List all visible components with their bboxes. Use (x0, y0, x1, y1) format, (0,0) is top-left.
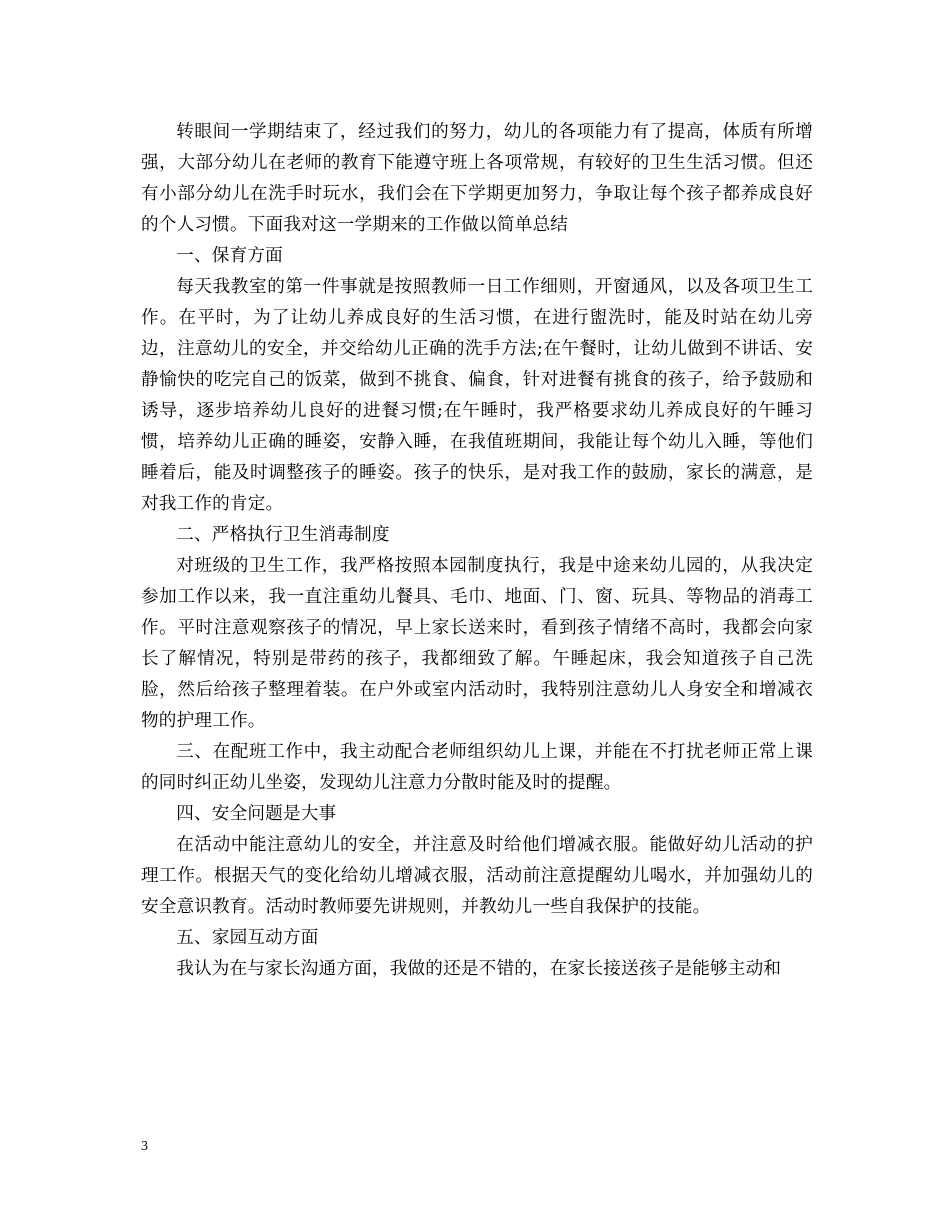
safety-paragraph: 在活动中能注意幼儿的安全，并注意及时给他们增减衣服。能做好幼儿活动的护理工作。根据天气的变化给幼儿增减衣服，活动前注意提醒幼儿喝水，并加强幼儿的安全意识教育。活动时教师要先讲规则，并教幼儿一些自我保护的技能。 (141, 835, 813, 917)
assisting-class-paragraph: 三、在配班工作中，我主动配合老师组织幼儿上课，并能在不打扰老师正常上课的同时纠正幼儿坐姿，发现幼儿注意力分散时能及时的提醒。 (141, 742, 813, 793)
home-school-paragraph: 我认为在与家长沟通方面，我做的还是不错的，在家长接送孩子是能够主动和 (176, 959, 782, 979)
section-heading-home-school: 五、家园互动方面 (176, 928, 319, 948)
care-paragraph: 每天我教室的第一件事就是按照教师一日工作细则，开窗通风，以及各项卫生工作。在平时，为了让幼儿养成良好的生活习惯，在进行盥洗时，能及时站在幼儿旁边，注意幼儿的安全，并交给幼儿正确的洗手方法;在午餐时，让幼儿做到不讲话、安静愉快的吃完自己的饭菜，做到不挑食、偏食，针对进餐有挑食的孩子，给予鼓励和诱导，逐步培养幼儿良好的进餐习惯;在午睡时，我严格要求幼儿养成良好的午睡习惯，培养幼儿正确的睡姿，安静入睡，在我值班期间，我能让每个幼儿入睡，等他们睡着后，能及时调整孩子的睡姿。孩子的快乐，是对我工作的鼓励，家长的满意，是对我工作的肯定。 (141, 277, 813, 514)
section-heading-safety: 四、安全问题是大事 (176, 804, 337, 824)
intro-paragraph: 转眼间一学期结束了，经过我们的努力，幼儿的各项能力有了提高，体质有所增强，大部分幼儿在老师的教育下能遵守班上各项常规，有较好的卫生生活习惯。但还有小部分幼儿在洗手时玩水，我们会在下学期更加努力，争取让每个孩子都养成良好的个人习惯。下面我对这一学期来的工作做以简单总结 (141, 122, 813, 235)
page-number: 3 (141, 1139, 148, 1154)
section-heading-care: 一、保育方面 (176, 246, 283, 266)
document-body (141, 117, 813, 985)
hygiene-paragraph: 对班级的卫生工作，我严格按照本园制度执行，我是中途来幼儿园的，从我决定参加工作以来，我一直注重幼儿餐具、毛巾、地面、门、窗、玩具、等物品的消毒工作。平时注意观察孩子的情况，早上家长送来时，看到孩子情绪不高时，我都会向家长了解情况，特别是带药的孩子，我都细致了解。午睡起床，我会知道孩子自己洗脸，然后给孩子整理着装。在户外或室内活动时，我特别注意幼儿人身安全和增减衣物的护理工作。 (141, 556, 813, 731)
section-heading-hygiene: 二、严格执行卫生消毒制度 (176, 525, 390, 545)
